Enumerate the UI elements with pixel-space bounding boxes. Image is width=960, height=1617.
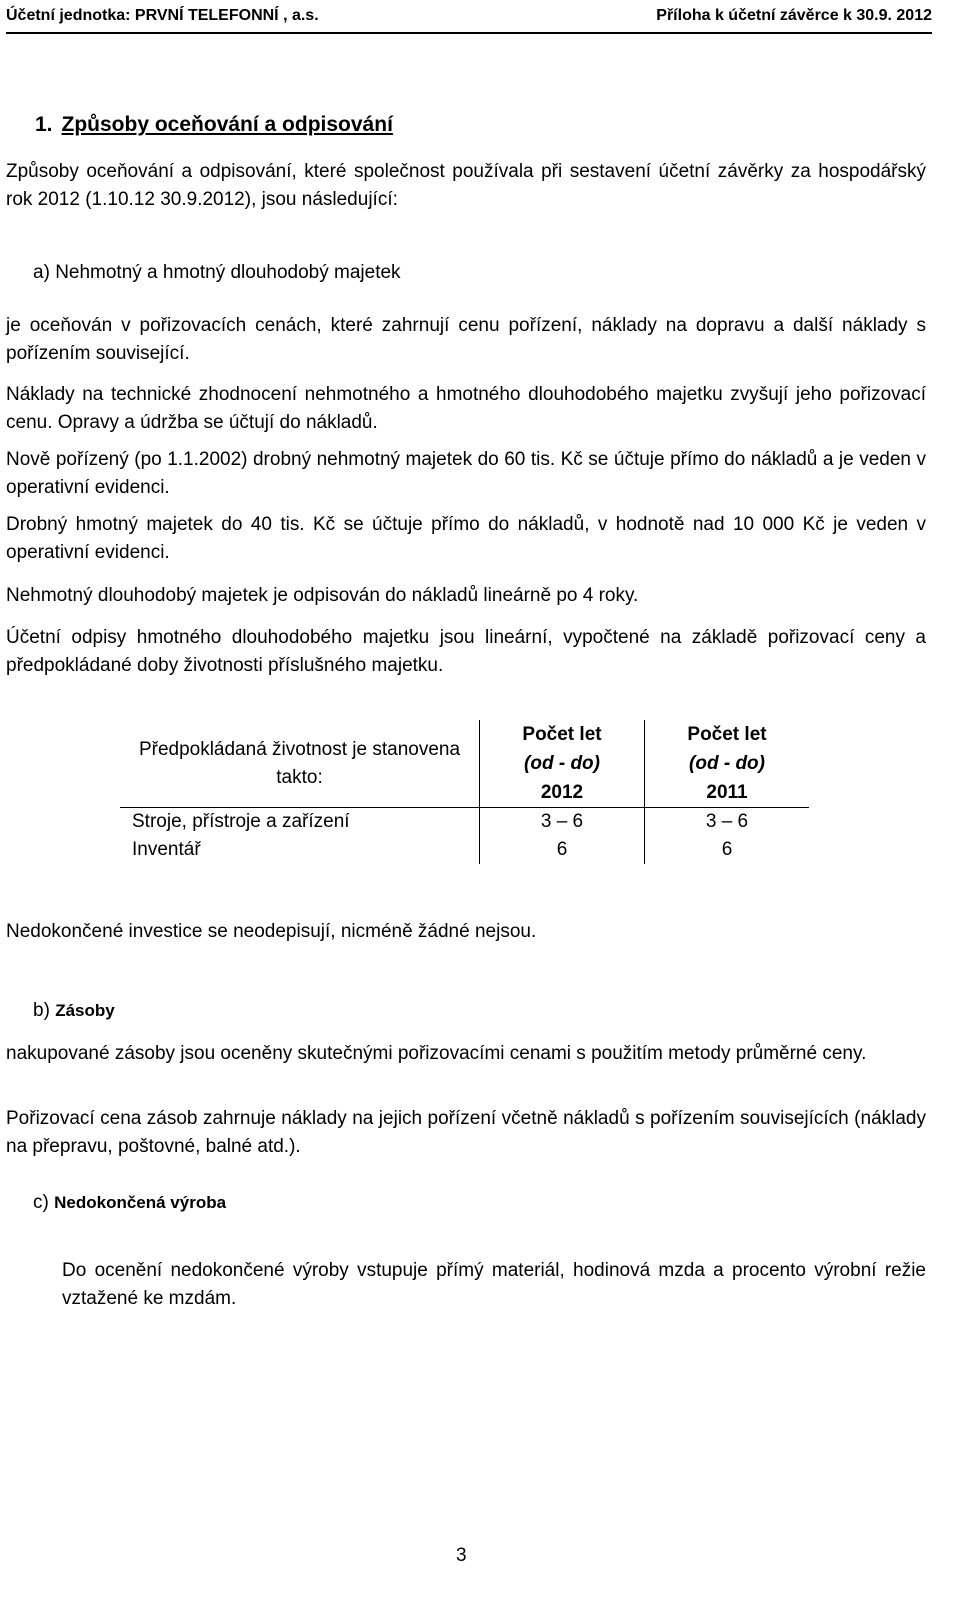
subsection-a-title: Nehmotný a hmotný dlouhodobý majetek — [55, 262, 401, 283]
row-label: Inventář — [132, 839, 201, 860]
row-value-2012: 3 – 6 — [480, 808, 645, 837]
intro-paragraph: Způsoby oceňování a odpisování, které společnost používala při sestavení účetní závěrky za hospodářský rok 2012 (1.10.12 30.9.2012), jsou následující: — [6, 161, 926, 210]
subsection-c-title: Nedokončená výroba — [54, 1193, 227, 1212]
paragraph-inventory-valuation: nakupované zásoby jsou oceněny skutečnými pořizovacími cenami s použitím metody průměrné ceny. — [6, 1043, 867, 1064]
page-number: 3 — [456, 1545, 467, 1566]
table-header-2011 — [645, 720, 810, 808]
paragraph-inventory-cost: Pořizovací cena zásob zahrnuje náklady na jejich pořízení včetně nákladů s pořízením souvisejících (náklady na přepravu, poštovné, balné atd.). — [6, 1108, 926, 1157]
annex-title: Příloha k účetní závěrce k 30.9. 2012 — [656, 7, 932, 24]
row-value-2011: 3 – 6 — [645, 808, 810, 837]
paragraph-valuation: je oceňován v pořizovacích cenách, které zahrnují cenu pořízení, náklady na dopravu a další náklady s pořízením související. — [6, 315, 926, 364]
table-header-2012 — [480, 720, 645, 808]
subsection-b-letter: b) — [33, 1000, 50, 1021]
col-2012-line1: Počet let — [522, 724, 602, 745]
row-value-2011: 6 — [645, 836, 810, 864]
paragraph-technical-improvement: Náklady na technické zhodnocení nehmotného a hmotného dlouhodobého majetku zvyšují jeho pořizovací cenu. Opravy a údržba se účtují do nákladů. — [6, 384, 926, 433]
paragraph-small-tangible: Drobný hmotný majetek do 40 tis. Kč se účtuje přímo do nákladů, v hodnotě nad 10 000 Kč je veden v operativní evidenci. — [6, 514, 926, 563]
section-heading — [35, 113, 393, 137]
paragraph-work-in-progress: Do ocenění nedokončené výroby vstupuje přímý materiál, hodinová mzda a procento výrobní režie vztažené ke mzdám. — [62, 1260, 926, 1309]
paragraph-accounting-depreciation: Účetní odpisy hmotného dlouhodobého majetku jsou lineární, vypočtené na základě pořizovací ceny a předpokládané doby životnosti příslušného majetku. — [6, 627, 926, 676]
col-2011-year: 2011 — [706, 782, 748, 803]
col-2012-line2: (od - do) — [524, 753, 600, 774]
subsection-a-letter: a) — [33, 262, 50, 283]
col-2011-line1: Počet let — [687, 724, 767, 745]
table-header-label: Předpokládaná životnost je stanovena takto: — [120, 720, 480, 808]
table-row — [120, 808, 809, 837]
subsection-a-heading — [33, 262, 401, 284]
col-2012-year: 2012 — [540, 782, 584, 803]
col-2011-line2: (od - do) — [689, 753, 765, 774]
row-label: Stroje, přístroje a zařízení — [132, 811, 350, 832]
subsection-b-heading — [33, 1000, 115, 1022]
subsection-c-heading — [33, 1192, 226, 1214]
subsection-b-title: Zásoby — [55, 1001, 115, 1020]
paragraph-unfinished-investments: Nedokončené investice se neodepisují, nicméně žádné nejsou. — [6, 921, 537, 942]
entity-name: Účetní jednotka: PRVNÍ TELEFONNÍ , a.s. — [6, 7, 319, 24]
row-value-2012: 6 — [480, 836, 645, 864]
subsection-c-letter: c) — [33, 1192, 49, 1213]
useful-life-table — [120, 720, 809, 864]
page-header — [6, 3, 932, 34]
table-header-row — [120, 720, 809, 808]
section-title: Způsoby oceňování a odpisování — [61, 113, 393, 136]
paragraph-small-intangible: Nově pořízený (po 1.1.2002) drobný nehmotný majetek do 60 tis. Kč se účtuje přímo do nákladů a je veden v operativní evidenci. — [6, 449, 926, 498]
paragraph-intangible-depreciation: Nehmotný dlouhodobý majetek je odpisován do nákladů lineárně po 4 roky. — [6, 585, 639, 606]
table-row — [120, 836, 809, 864]
section-number: 1. — [35, 113, 53, 136]
